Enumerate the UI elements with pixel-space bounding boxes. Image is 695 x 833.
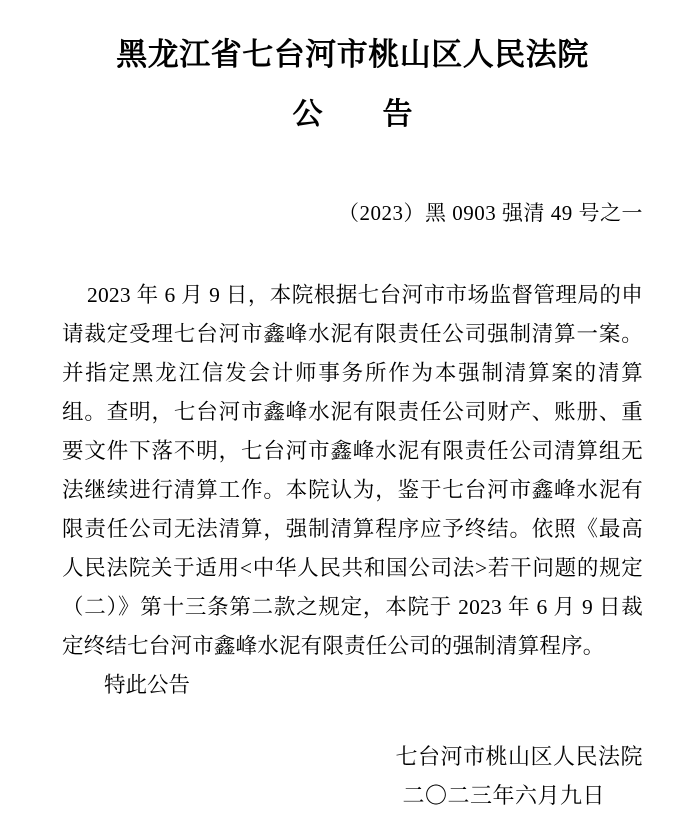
closing-line: 特此公告	[104, 673, 191, 697]
body-paragraph: 2023 年 6 月 9 日，本院根据七台河市市场监督管理局的申请裁定受理七台河市鑫峰水泥有限责任公司强制清算一案。并指定黑龙江信发会计师事务所作为本强制清算案的清算组。查明，七台河市鑫峰水泥有限责任公司财产、账册、重要文件下落不明，七台河市鑫峰水泥有限责任公司清算组无法继续进行清算工作。本院认为，鉴于七台河市鑫峰水泥有限责任公司无法清算，强制清算程序应予终结。依照《最高人民法院关于适用<中华人民共和国公司法>若干问题的规定（二）》第十三条第二款之规定，本院于 2023 年 6 月 9 日裁定终结七台河市鑫峰水泥有限责任公司的强制清算程序。	[62, 283, 643, 658]
case-number: （2023）黑 0903 强清 49 号之一	[338, 201, 643, 225]
court-title: 黑龙江省七台河市桃山区人民法院	[116, 37, 589, 72]
announcement-title: 公 告	[292, 98, 413, 131]
signature-court-name: 七台河市桃山区人民法院	[395, 744, 643, 769]
signature-date: 二〇二三年六月九日	[402, 783, 605, 808]
